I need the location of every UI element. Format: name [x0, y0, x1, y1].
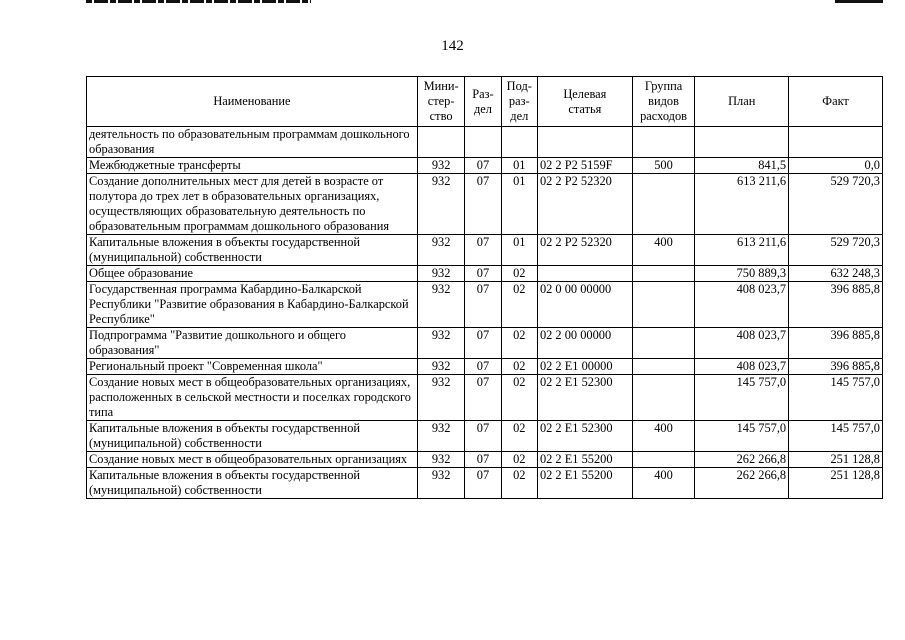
header-expense-group: Группа видов расходов: [632, 77, 695, 127]
cell-expense-group: 400: [632, 421, 695, 452]
cell-section: 07: [465, 158, 501, 174]
cell-name: Межбюджетные трансферты: [87, 158, 418, 174]
table-row: [87, 452, 883, 468]
table-header-row: [87, 77, 883, 127]
cell-expense-group: [632, 375, 695, 421]
cell-name: Создание новых мест в общеобразовательных организациях: [87, 452, 418, 468]
cell-section: 07: [465, 421, 501, 452]
budget-table: [86, 76, 883, 499]
cell-name: Создание новых мест в общеобразовательных организациях, расположенных в сельской местности и поселках городского типа: [87, 375, 418, 421]
table-row: [87, 282, 883, 328]
table-body: [87, 127, 883, 499]
cell-target-article: [537, 266, 632, 282]
cell-fact: 396 885,8: [789, 282, 883, 328]
cell-fact: [789, 127, 883, 158]
cell-target-article: 02 2 Р2 52320: [537, 235, 632, 266]
top-edge-rule-left: [86, 0, 311, 3]
cell-ministry: 932: [417, 359, 464, 375]
page-number: 142: [441, 38, 464, 54]
cell-subsection: 02: [501, 266, 537, 282]
cell-target-article: 02 0 00 00000: [537, 282, 632, 328]
cell-subsection: 02: [501, 375, 537, 421]
cell-section: 07: [465, 174, 501, 235]
cell-plan: [695, 127, 789, 158]
cell-target-article: 02 2 Р2 5159F: [537, 158, 632, 174]
cell-ministry: 932: [417, 375, 464, 421]
table-row: [87, 468, 883, 499]
cell-expense-group: [632, 127, 695, 158]
cell-name: Региональный проект "Современная школа": [87, 359, 418, 375]
cell-subsection: [501, 127, 537, 158]
cell-fact: 396 885,8: [789, 328, 883, 359]
cell-target-article: 02 2 Е1 52300: [537, 421, 632, 452]
table-row: [87, 421, 883, 452]
cell-subsection: 02: [501, 468, 537, 499]
cell-plan: 145 757,0: [695, 421, 789, 452]
cell-name: Капитальные вложения в объекты государственной (муниципальной) собственности: [87, 235, 418, 266]
cell-subsection: 01: [501, 158, 537, 174]
cell-expense-group: 400: [632, 468, 695, 499]
cell-section: 07: [465, 452, 501, 468]
cell-ministry: 932: [417, 158, 464, 174]
cell-plan: 408 023,7: [695, 359, 789, 375]
cell-fact: 251 128,8: [789, 452, 883, 468]
cell-ministry: 932: [417, 328, 464, 359]
table-row: [87, 375, 883, 421]
cell-plan: 613 211,6: [695, 174, 789, 235]
cell-plan: 408 023,7: [695, 328, 789, 359]
cell-expense-group: [632, 359, 695, 375]
cell-section: 07: [465, 468, 501, 499]
cell-plan: 841,5: [695, 158, 789, 174]
cell-subsection: 02: [501, 359, 537, 375]
cell-expense-group: 500: [632, 158, 695, 174]
header-name: Наименование: [87, 77, 418, 127]
cell-subsection: 02: [501, 452, 537, 468]
header-target-article: Целевая статья: [537, 77, 632, 127]
cell-ministry: [417, 127, 464, 158]
cell-subsection: 02: [501, 328, 537, 359]
cell-fact: 529 720,3: [789, 235, 883, 266]
cell-target-article: 02 2 Е1 52300: [537, 375, 632, 421]
cell-plan: 145 757,0: [695, 375, 789, 421]
cell-expense-group: [632, 282, 695, 328]
cell-name: деятельность по образовательным программам дошкольного образования: [87, 127, 418, 158]
cell-ministry: 932: [417, 266, 464, 282]
cell-section: 07: [465, 328, 501, 359]
cell-plan: 750 889,3: [695, 266, 789, 282]
cell-subsection: 02: [501, 421, 537, 452]
cell-target-article: 02 2 00 00000: [537, 328, 632, 359]
cell-expense-group: 400: [632, 235, 695, 266]
cell-target-article: [537, 127, 632, 158]
table-row: [87, 235, 883, 266]
cell-ministry: 932: [417, 421, 464, 452]
cell-target-article: 02 2 Е1 55200: [537, 452, 632, 468]
cell-fact: 145 757,0: [789, 421, 883, 452]
cell-plan: 613 211,6: [695, 235, 789, 266]
cell-plan: 262 266,8: [695, 468, 789, 499]
table-row: [87, 328, 883, 359]
cell-section: 07: [465, 266, 501, 282]
header-fact: Факт: [789, 77, 883, 127]
cell-name: Общее образование: [87, 266, 418, 282]
cell-ministry: 932: [417, 468, 464, 499]
cell-subsection: 01: [501, 235, 537, 266]
cell-ministry: 932: [417, 235, 464, 266]
cell-expense-group: [632, 174, 695, 235]
table-row: [87, 266, 883, 282]
cell-fact: 145 757,0: [789, 375, 883, 421]
header-plan: План: [695, 77, 789, 127]
header-ministry: Мини- стер- ство: [417, 77, 464, 127]
cell-plan: 408 023,7: [695, 282, 789, 328]
top-edge-rule-right: [835, 0, 883, 3]
cell-target-article: 02 2 Е1 00000: [537, 359, 632, 375]
table-row: [87, 359, 883, 375]
cell-name: Капитальные вложения в объекты государственной (муниципальной) собственности: [87, 468, 418, 499]
cell-target-article: 02 2 Е1 55200: [537, 468, 632, 499]
cell-name: Подпрограмма "Развитие дошкольного и общего образования": [87, 328, 418, 359]
cell-fact: 529 720,3: [789, 174, 883, 235]
cell-expense-group: [632, 328, 695, 359]
table-row: [87, 174, 883, 235]
cell-subsection: 02: [501, 282, 537, 328]
cell-name: Создание дополнительных мест для детей в возрасте от полутора до трех лет в образовательных организациях, осуществляющих образовательную деятельность по образовательным программам дошкольного образования: [87, 174, 418, 235]
cell-ministry: 932: [417, 174, 464, 235]
cell-name: Государственная программа Кабардино-Балкарской Республики "Развитие образования в Кабардино-Балкарской Республике": [87, 282, 418, 328]
cell-fact: 0,0: [789, 158, 883, 174]
cell-plan: 262 266,8: [695, 452, 789, 468]
cell-fact: 251 128,8: [789, 468, 883, 499]
cell-section: 07: [465, 359, 501, 375]
cell-name: Капитальные вложения в объекты государственной (муниципальной) собственности: [87, 421, 418, 452]
cell-expense-group: [632, 266, 695, 282]
header-subsection: Под- раз- дел: [501, 77, 537, 127]
cell-expense-group: [632, 452, 695, 468]
cell-target-article: 02 2 Р2 52320: [537, 174, 632, 235]
cell-section: 07: [465, 282, 501, 328]
table-row: [87, 127, 883, 158]
cell-subsection: 01: [501, 174, 537, 235]
cell-section: 07: [465, 375, 501, 421]
cell-ministry: 932: [417, 452, 464, 468]
cell-fact: 632 248,3: [789, 266, 883, 282]
header-section: Раз- дел: [465, 77, 501, 127]
cell-section: [465, 127, 501, 158]
table-row: [87, 158, 883, 174]
cell-section: 07: [465, 235, 501, 266]
cell-fact: 396 885,8: [789, 359, 883, 375]
cell-ministry: 932: [417, 282, 464, 328]
